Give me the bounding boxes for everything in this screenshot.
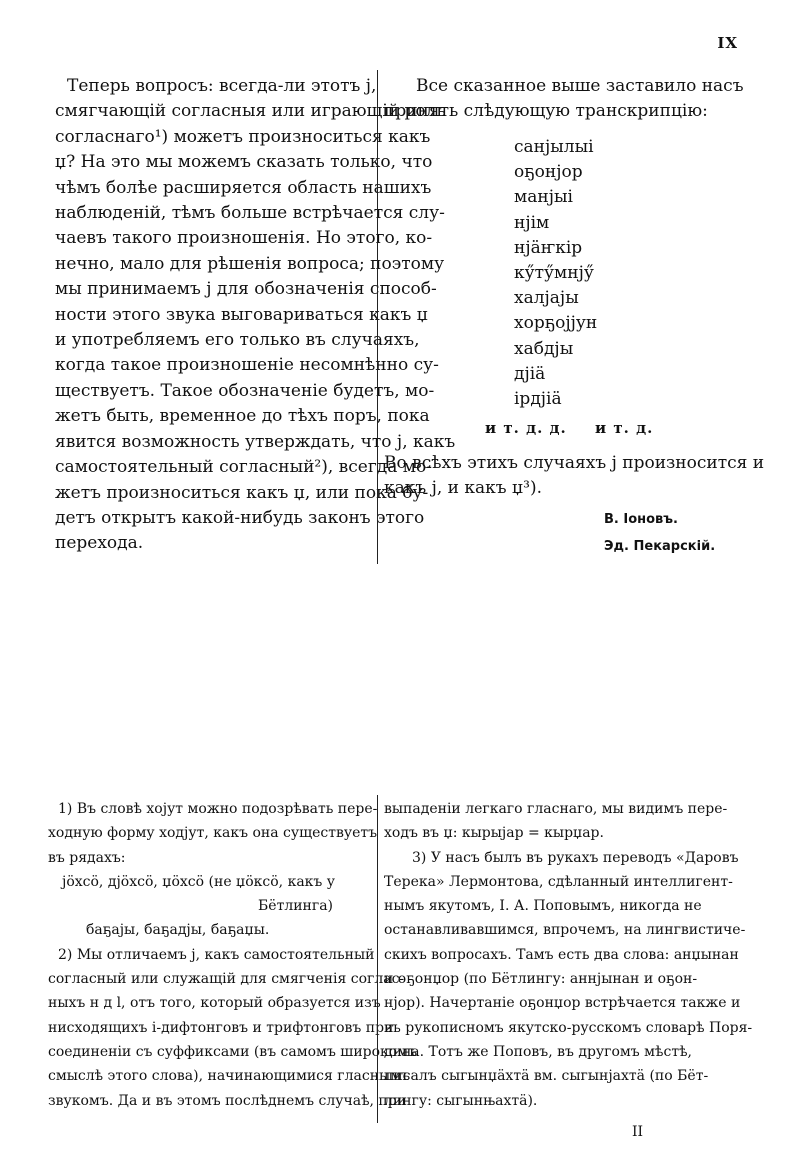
text-line: жетъ произноситься какъ џ, или пока бу- [55,482,429,503]
text-line: Все сказанное выше заставило насъ [416,76,744,96]
footnote-line: 3) У насъ былъ въ рукахъ переводъ «Даровъ [412,849,739,866]
transcription-word: халјајы [514,288,579,309]
text-line: детъ открытъ какой-нибудь законъ этого [55,507,425,528]
footnote-line: ходную форму ходјут, какъ она существуетъ [48,825,378,842]
column-divider-top [377,70,378,564]
transcription-word-list [514,135,597,412]
transcription-word: оҕонјор [514,162,583,183]
transcription-word: дјіӓ [514,363,546,384]
footnote-line: јӧхсӧ, дјӧхсӧ, џӧхсӧ (не џӧксӧ, какъ у [62,873,336,890]
text-line: какъ ј, и какъ џ³). [384,478,543,499]
footnote-line: писалъ сыгынџӓхтӓ вм. сыгынјахтӓ (по Бёт- [384,1068,709,1085]
et-cetera-1: и т. д. д. [485,419,567,437]
footnote-line: 1) Въ словѣ хојут можно подозрѣвать пере- [58,801,378,817]
transcription-word: манјыі [514,187,573,208]
text-line: ности этого звука выговариваться какъ џ [55,304,428,325]
signature-pekarsky: Эд. Пекарскій. [604,539,716,554]
main-text-left-column [55,74,456,557]
footnote-line: Терека» Лермонтова, сдѣланный интеллигент- [384,873,733,890]
text-line: явится возможность утверждать, что ј, какъ [55,431,456,452]
footnote-line: дина. Тотъ же Поповъ, въ другомъ мѣстѣ, [384,1043,692,1060]
conclusion-paragraph [384,451,765,502]
transcription-word: нјім [514,212,550,233]
text-line: смягчающій согласныя или играющій роль [55,101,446,122]
footnote-line: нјор). Начертаніе оҕонџор встрѣчается также и [384,995,741,1012]
footnote-line: въ рядахъ: [48,849,126,866]
signature-mark: II [632,1124,644,1140]
transcription-word: нјӓҥкір [514,237,583,258]
footnotes-right-column [384,797,753,1113]
footnotes-left-column [48,797,418,1113]
transcription-word: хорҕојјун [514,313,598,334]
footnote-line: останавливавшимся, впрочемъ, на лингвистиче- [384,922,746,939]
footnote-line: нисходящихъ і-дифтонговъ и трифтонговъ при [48,1019,394,1036]
transcription-word: ірдјіӓ [514,389,562,410]
text-line: перехода. [55,533,144,554]
main-text-right-column [384,74,744,125]
footnote-line: Бётлинга) [258,898,334,915]
signature-ionov: В. Іоновъ. [604,512,678,527]
text-line: принять слѣдующую транскрипцію: [384,101,708,122]
et-cetera-2: и т. д. [594,419,654,437]
footnote-line: скихъ вопросахъ. Тамъ есть два слова: анџынан [384,946,739,963]
page-number: IX [717,34,738,52]
text-line: наблюденій, тѣмъ больше встрѣчается слу- [55,203,445,224]
transcription-word: санјылыі [514,137,594,157]
text-line: џ? На это мы можемъ сказать только, что [55,152,433,173]
et-cetera-line [485,419,675,437]
transcription-word: кӳтӳмнјӳ [514,263,594,284]
footnote-line: смыслѣ этого слова), начинающимися гласнымъ [48,1068,410,1085]
footnote-line: звукомъ. Да и въ этомъ послѣднемъ случаѣ, при [48,1092,407,1109]
footnote-line: въ рукописномъ якутско-русскомъ словарѣ Поря- [384,1019,753,1036]
footnote-line: лингу: сыгынњахтӓ). [384,1092,538,1109]
text-line: самостоятельный согласный²), всегда мо- [55,457,432,478]
footnote-line: ныхъ н д l, отъ того, который образуется изъ [48,995,381,1012]
text-line: и употребляемъ его только въ случаяхъ, [55,330,420,351]
text-line: Теперь вопросъ: всегда-ли этотъ ј, [67,76,377,96]
footnote-line: ходъ въ џ: кырыјар = кырџар. [384,825,604,842]
text-line: жетъ быть, временное до тѣхъ поръ, пока [55,406,430,427]
transcription-word: хабдјы [514,338,574,359]
footnote-line: баҕајы, баҕадјы, баҕаџы. [86,922,270,939]
footnote-line: соединеніи съ суффиксами (въ самомъ широкомъ [48,1043,418,1060]
text-line: чѣмъ болѣе расширяется область нашихъ [55,177,432,198]
text-line: нечно, мало для рѣшенія вопроса; поэтому [55,253,445,274]
text-line: чаевъ такого произношенія. Но этого, ко- [55,228,433,249]
text-line: Во всѣхъ этихъ случаяхъ ј произносится и [384,453,765,473]
footnote-line: выпаденіи легкаго гласнаго, мы видимъ пере- [384,801,728,817]
text-line: мы принимаемъ ј для обозначенія способ- [55,279,437,300]
footnote-line: и оҕонџор (по Бётлингу: аннјынан и оҕон- [384,971,698,988]
text-line: когда такое произношеніе несомнѣнно су- [55,355,439,376]
footnote-line: согласный или служащій для смягченія соглас- [48,971,405,988]
column-divider-bottom [377,795,378,1123]
footnote-line: 2) Мы отличаемъ ј, какъ самостоятельный [58,946,375,963]
text-line: ществуетъ. Такое обозначеніе будетъ, мо- [55,380,435,401]
text-line: согласнаго¹) можетъ произноситься какъ [55,126,431,147]
footnote-line: нымъ якутомъ, І. А. Поповымъ, никогда не [384,898,702,915]
